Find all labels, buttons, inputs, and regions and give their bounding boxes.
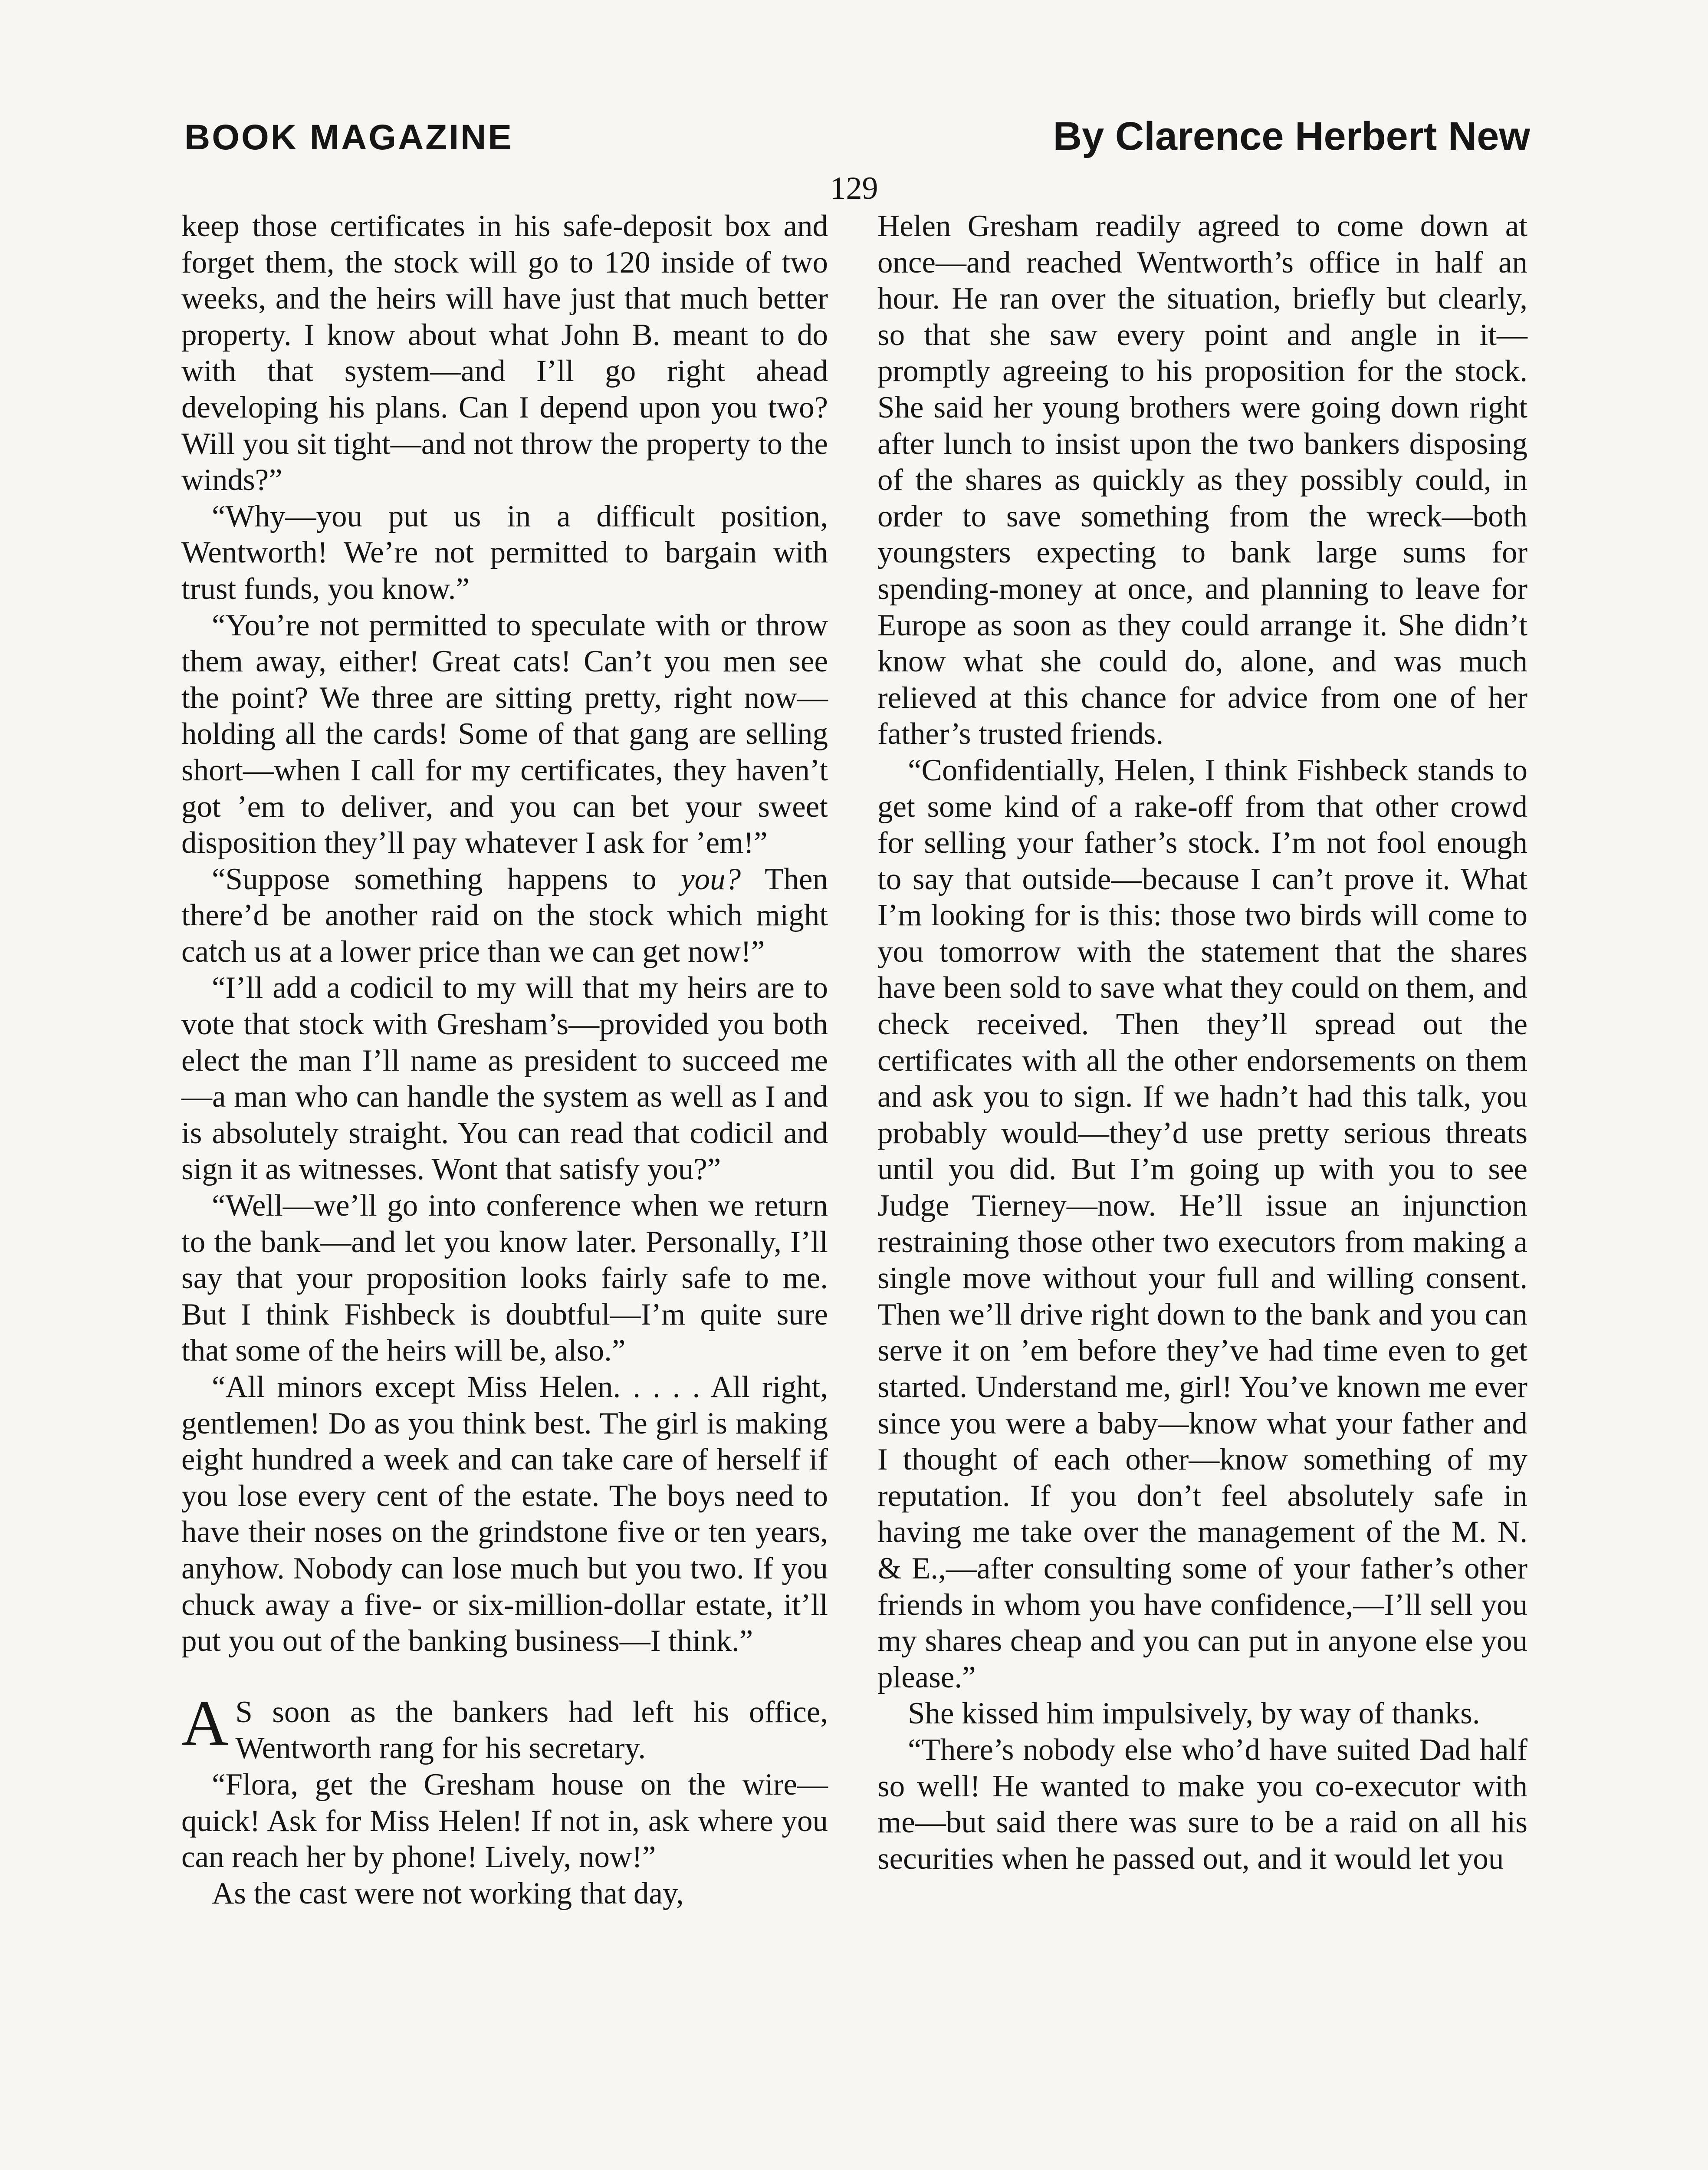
paragraph xyxy=(181,861,828,970)
paragraph: keep those certificates in his safe-deposit box and forget them, the stock will go to 120 inside of two weeks, and the heirs will have just that much better property. I know about what John B. meant to do with that system—and I’ll go right ahead developing his plans. Can I depend upon you two? Will you sit tight—and not throw the property to the winds?” xyxy=(181,209,828,497)
paragraph: “I’ll add a codicil to my will that my heirs are to vote that stock with Gresham’s—provided you both elect the man I’ll name as president to succeed me—a man who can handle the system as well as I and is absolutely straight. You can read that codicil and sign it as witnesses. Wont that satisfy you?” xyxy=(181,971,828,1187)
paragraph-text: “Suppose something happens to xyxy=(212,862,681,896)
section-opening-paragraph xyxy=(181,1687,828,1767)
author-byline: By Clarence Herbert New xyxy=(1053,114,1530,158)
right-column xyxy=(877,208,1527,1877)
paragraph: “You’re not permitted to speculate with or throw them away, either! Great cats! Can’t you men see the point? We three are sitting pretty, right now—holding all the cards! Some of that gang are selling short—when I call for my certificates, they haven’t got ’em to deliver, and you can bet your sweet disposition they’ll pay whatever I ask for ’em!” xyxy=(181,608,828,860)
paragraph: “Why—you put us in a difficult position, Wentworth! We’re not permitted to bargain with trust funds, you know.” xyxy=(181,499,828,606)
paragraph: As the cast were not working that day, xyxy=(212,1876,684,1910)
publication-title: BOOK MAGAZINE xyxy=(184,118,514,157)
paragraph-text: Then there’d be another raid on the stock which might catch us at a lower price than we can get now!” xyxy=(181,862,828,969)
emphasized-word: you? xyxy=(681,862,741,896)
paragraph: “All minors except Miss Helen. . . . . All right, gentlemen! Do as you think best. The girl is making eight hundred a week and can take care of herself if you lose every cent of the estate. The boys need to have their noses on the grindstone five or ten years, anyhow. Nobody can lose much but you two. If you chuck away a five- or six-million-dollar estate, it’ll put you out of the banking business—I think.” xyxy=(181,1370,828,1658)
paragraph: “Flora, get the Gresham house on the wire—quick! Ask for Miss Helen! If not in, ask where you can reach her by phone! Lively, now!” xyxy=(181,1767,828,1874)
paragraph: She kissed him impulsively, by way of thanks. xyxy=(908,1697,1480,1731)
paragraph: Helen Gresham readily agreed to come down at once—and reached Wentworth’s office in half an hour. He ran over the situation, briefly but clearly, so that she saw every point and angle in it—promptly agreeing to his proposition for the stock. She said her young brothers were going down right after lunch to insist upon the two bankers disposing of the shares as quickly as they possibly could, in order to save something from the wreck—both youngsters expecting to bank large sums for spending-money at once, and planning to leave for Europe as soon as they could arrange it. She didn’t know what she could do, alone, and was much relieved at this chance for advice from one of her father’s trusted friends. xyxy=(877,209,1527,751)
drop-cap: A xyxy=(181,1687,229,1759)
paragraph: “Well—we’ll go into conference when we return to the bank—and let you know later. Personally, I’ll say that your proposition looks fairly safe to me. But I think Fishbeck is doubtful—I’m quite sure that some of the heirs will be, also.” xyxy=(181,1189,828,1368)
left-column xyxy=(181,208,828,1912)
page-number: 129 xyxy=(830,171,878,206)
paragraph: “There’s nobody else who’d have suited Dad half so well! He wanted to make you co-executor with me—but said there was sure to be a raid on all his securities when he passed out, and it would let you xyxy=(877,1733,1527,1876)
paragraph: “Confidentially, Helen, I think Fishbeck stands to get some kind of a rake-off from that other crowd for selling your father’s stock. I’m not fool enough to say that outside—because I can’t prove it. What I’m looking for is this: those two birds will come to you tomorrow with the statement that the shares have been sold to save what they could on them, and check received. Then they’ll spread out the certificates with all the other endorsements on them and ask you to sign. If we hadn’t had this talk, you probably would—they’d use pretty serious threats until you did. But I’m going up with you to see Judge Tierney—now. He’ll issue an injunction restraining those other two executors from making a single move without your full and willing consent. Then we’ll drive right down to the bank and you can serve it on ’em before they’ve had time even to get started. Understand me, girl! You’ve known me ever since you were a baby—know what your father and I thought of each other—know something of my reputation. If you don’t feel absolutely safe in having me take over the management of the M. N. & E.,—after consulting some of your father’s other friends in whom you have confidence,—I’ll sell you my shares cheap and you can put in anyone else you please.” xyxy=(877,753,1527,1694)
paragraph-text: S soon as the bankers had left his office, Wentworth rang for his secretary. xyxy=(235,1695,828,1766)
